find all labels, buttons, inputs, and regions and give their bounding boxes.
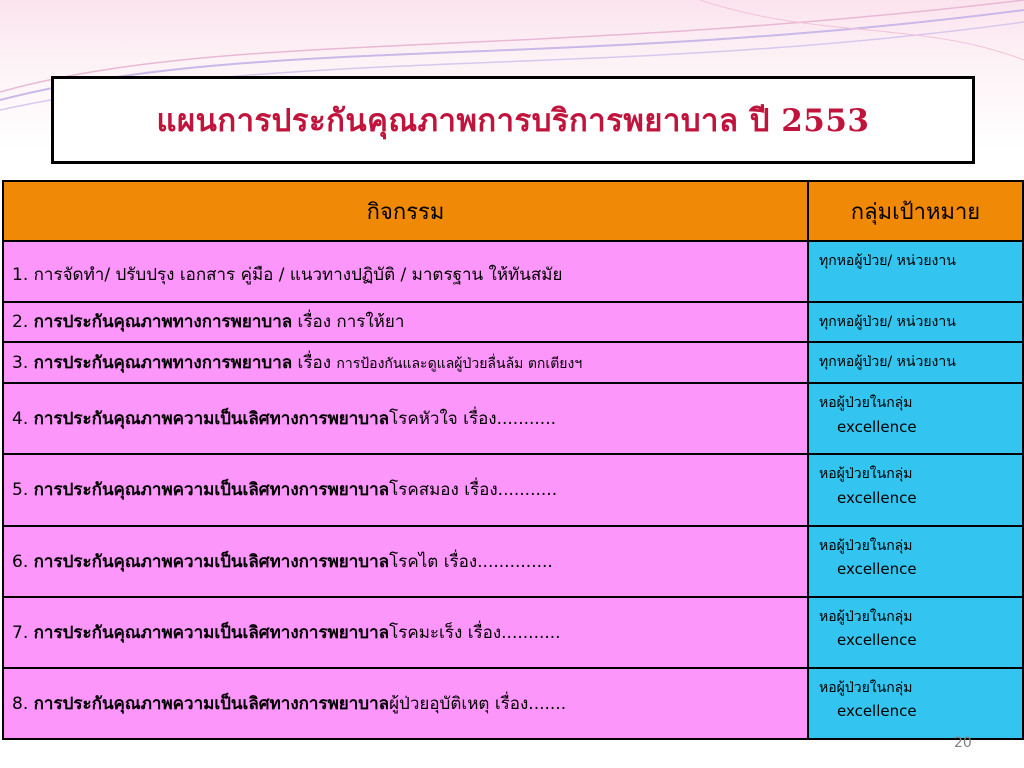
activity-bold-text: การประกันคุณภาพทางการพยาบาล [33, 353, 293, 374]
activity-bold-text: การประกันคุณภาพความเป็นเลิศทางการพยาบาล [33, 622, 390, 643]
table-row [3, 302, 1023, 343]
activity-number: 4. [12, 409, 34, 430]
activity-number: 1. [12, 265, 34, 285]
activity-text: โรคมะเร็ง เรื่อง........... [389, 622, 561, 643]
target-line-1: หอผู้ป่วยในกลุ่ม [819, 537, 913, 554]
target-cell [808, 526, 1023, 597]
table-row [3, 526, 1023, 597]
activity-bold-text: การประกันคุณภาพความเป็นเลิศทางการพยาบาล [33, 480, 390, 501]
activity-cell [3, 342, 808, 383]
activity-cell [3, 668, 808, 739]
title-box [51, 76, 975, 164]
target-line-1: หอผู้ป่วยในกลุ่ม [819, 395, 913, 412]
table-row [3, 241, 1023, 302]
target-line-2: excellence [837, 702, 917, 721]
table-row [3, 668, 1023, 739]
target-line-1: ทุกหอผู้ป่วย/ หน่วยงาน [819, 253, 956, 269]
header-target-group: กลุ่มเป้าหมาย [808, 181, 1023, 241]
activity-text: เรื่อง [292, 353, 337, 374]
table-row [3, 383, 1023, 454]
target-line-1: ทุกหอผู้ป่วย/ หน่วยงาน [819, 354, 956, 371]
target-line-1: หอผู้ป่วยในกลุ่ม [819, 679, 913, 696]
target-cell [808, 241, 1023, 302]
target-line-1: หอผู้ป่วยในกลุ่ม [819, 608, 913, 625]
activity-text: เรื่อง การให้ยา [292, 312, 405, 333]
activity-text: ผู้ป่วยอุบัติเหตุ เรื่อง....... [389, 693, 567, 714]
activity-bold-text: การประกันคุณภาพความเป็นเลิศทางการพยาบาล [33, 693, 390, 714]
activity-bold-text: การประกันคุณภาพความเป็นเลิศทางการพยาบาล [33, 409, 390, 430]
activity-small-text: การป้องกันและดูแลผู้ป่วยลื่นล้ม ตกเตียงฯ [336, 356, 583, 373]
target-line-2: excellence [837, 417, 917, 436]
activity-cell [3, 241, 808, 302]
activity-number: 7. [12, 622, 34, 643]
target-line-1: หอผู้ป่วยในกลุ่ม [819, 466, 913, 483]
target-cell [808, 597, 1023, 668]
target-cell [808, 342, 1023, 383]
activity-cell [3, 526, 808, 597]
target-cell [808, 668, 1023, 739]
activity-bold-text: การประกันคุณภาพทางการพยาบาล [33, 312, 293, 333]
target-cell [808, 302, 1023, 343]
activity-cell [3, 454, 808, 525]
page-number: 20 [954, 735, 972, 751]
activity-text: โรคหัวใจ เรื่อง........... [389, 409, 557, 430]
activity-bold-text: การประกันคุณภาพความเป็นเลิศทางการพยาบาล [33, 551, 390, 572]
slide-title: แผนการประกันคุณภาพการบริการพยาบาล ปี 2553 [156, 103, 870, 139]
target-line-1: ทุกหอผู้ป่วย/ หน่วยงาน [819, 313, 956, 330]
target-cell [808, 454, 1023, 525]
target-cell [808, 383, 1023, 454]
activity-cell [3, 597, 808, 668]
table-row [3, 597, 1023, 668]
activity-text: การจัดทำ/ ปรับปรุง เอกสาร คู่มือ / แนวทางปฏิบัติ / มาตรฐาน ให้ทันสมัย [33, 265, 563, 285]
activity-number: 2. [12, 312, 34, 333]
plan-table [2, 180, 1024, 740]
table-row [3, 454, 1023, 525]
table-header-row [3, 181, 1023, 241]
activity-cell [3, 302, 808, 343]
activity-text: โรคไต เรื่อง.............. [389, 551, 553, 572]
target-line-2: excellence [837, 488, 917, 507]
target-line-2: excellence [837, 559, 917, 578]
header-activity: กิจกรรม [3, 181, 808, 241]
activity-number: 8. [12, 693, 34, 714]
activity-number: 5. [12, 480, 34, 501]
activity-text: โรคสมอง เรื่อง........... [389, 480, 558, 501]
activity-cell [3, 383, 808, 454]
target-line-2: excellence [837, 631, 917, 650]
activity-number: 6. [12, 551, 34, 572]
table-row [3, 342, 1023, 383]
activity-number: 3. [12, 353, 34, 374]
